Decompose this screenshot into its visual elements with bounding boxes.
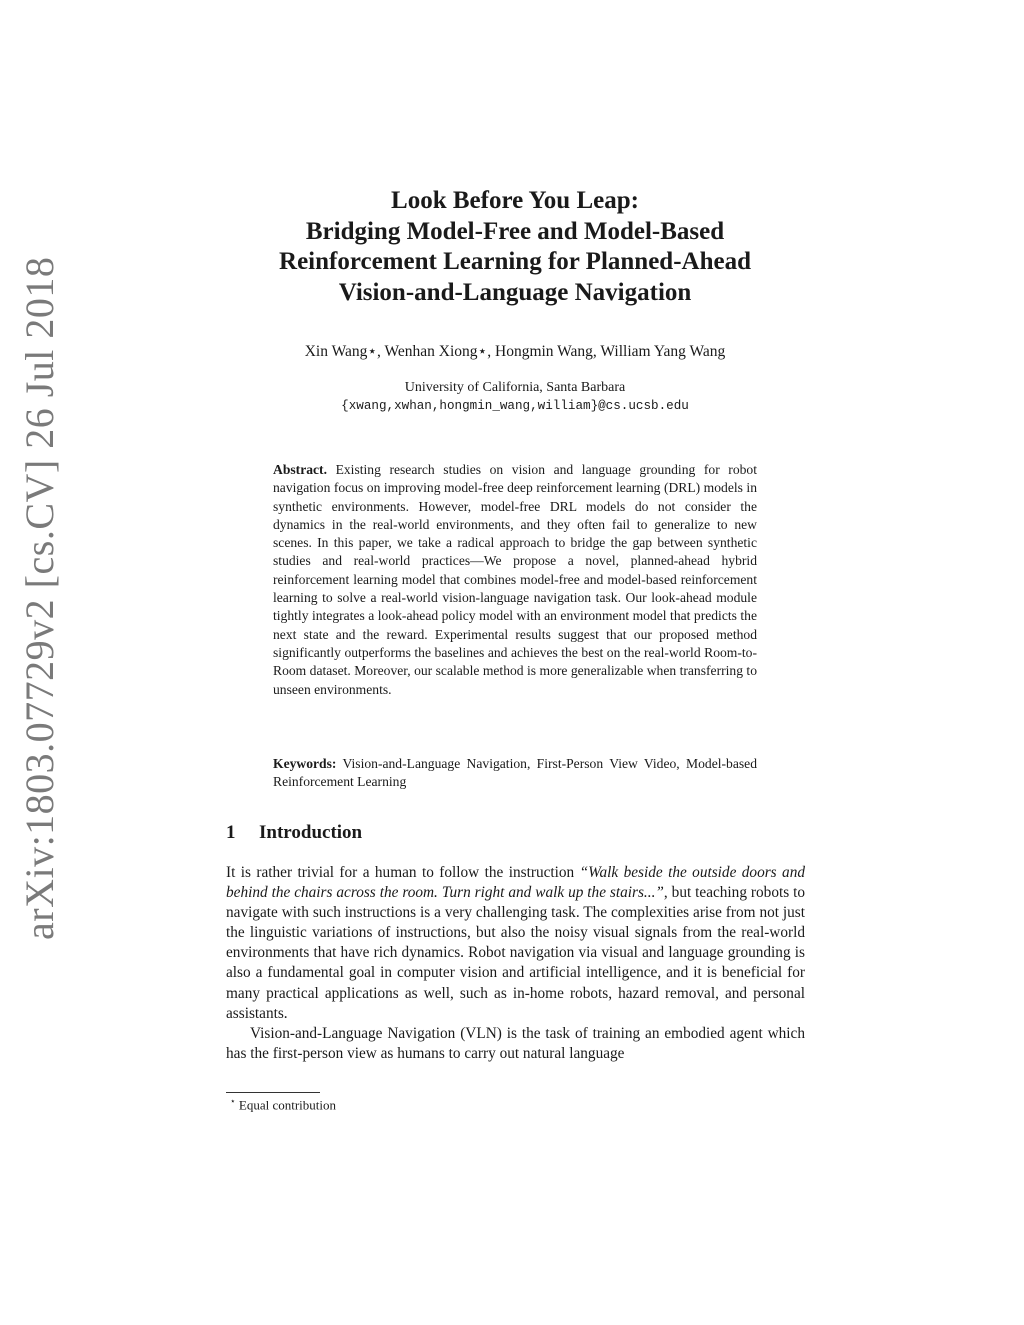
footnote-marker: ⋆ — [230, 1096, 236, 1106]
author-emails: {xwang,xwhan,hongmin_wang,william}@cs.ucsb.edu — [341, 399, 689, 413]
section-title: Introduction — [259, 822, 363, 843]
section-heading — [226, 822, 362, 844]
keywords-text: Vision-and-Language Navigation, First-Person View Video, Model-based Reinforcement Learning — [273, 756, 757, 790]
affiliation: University of California, Santa Barbara — [404, 380, 626, 395]
keywords-label: Keywords: — [273, 756, 337, 771]
abstract — [273, 461, 757, 699]
paper-title — [200, 186, 830, 308]
footnote — [230, 1096, 336, 1113]
title-line: Vision-and-Language Navigation — [338, 278, 692, 306]
paragraph — [226, 863, 805, 1024]
section-number: 1 — [226, 822, 236, 843]
title-line: Look Before You Leap: — [391, 187, 639, 214]
paragraph-text: It is rather trivial for a human to follow the instruction — [226, 864, 580, 881]
paragraph-text: , but teaching robots to navigate with such instructions is a very challenging task. The complexities arise from not just the linguistic variations of instructions, but also the noisy visual signals from the real-world environments that have rich dynamics. Robot navigation via visual and language grounding is also a fundamental goal in computer vision and artificial intelligence, and it is beneficial for many practical applications as well, such as in-home robots, hazard removal, and personal assistants. — [226, 884, 806, 1022]
abstract-label: Abstract. — [273, 462, 327, 477]
instruction-quote: “Walk beside the outside doors and behind the chairs across the room. Turn right and walk up the stairs...” — [226, 864, 806, 902]
introduction-body — [226, 863, 805, 1064]
footnote-text: Equal contribution — [235, 1097, 337, 1113]
arxiv-identifier: arXiv:1803.07729v2 [cs.CV] 26 Jul 2018 — [17, 256, 62, 940]
keywords — [273, 755, 757, 792]
abstract-text: Existing research studies on vision and language grounding for robot navigation focus on improving model-free deep reinforcement learning (DRL) models in synthetic environments. However, model-free DRL models do not consider the dynamics in the real-world environments, and they often fail to generalize to new scenes. In this paper, we take a radical approach to bridge the gap between synthetic studies and real-world practices—We propose a novel, planned-ahead hybrid reinforcement learning model that combines model-free and model-based reinforcement learning to solve a real-world vision-language navigation task. Our look-ahead module tightly integrates a look-ahead policy model with an environment model that predicts the next state and the reward. Experimental results suggest that our proposed method significantly outperforms the baselines and achieves the best on the real-world Room-to-Room dataset. Moreover, our scalable method is more generalizable when transferring to unseen environments. — [273, 462, 757, 697]
title-line: Reinforcement Learning for Planned-Ahead — [279, 248, 751, 275]
footnote-rule — [226, 1092, 320, 1093]
paragraph: Vision-and-Language Navigation (VLN) is the task of training an embodied agent which has the first-person view as humans to carry out natural language — [226, 1024, 805, 1062]
title-line: Bridging Model-Free and Model-Based — [305, 217, 725, 245]
author-list: Xin Wang⋆, Wenhan Xiong⋆, Hongmin Wang, William Yang Wang — [304, 343, 726, 360]
